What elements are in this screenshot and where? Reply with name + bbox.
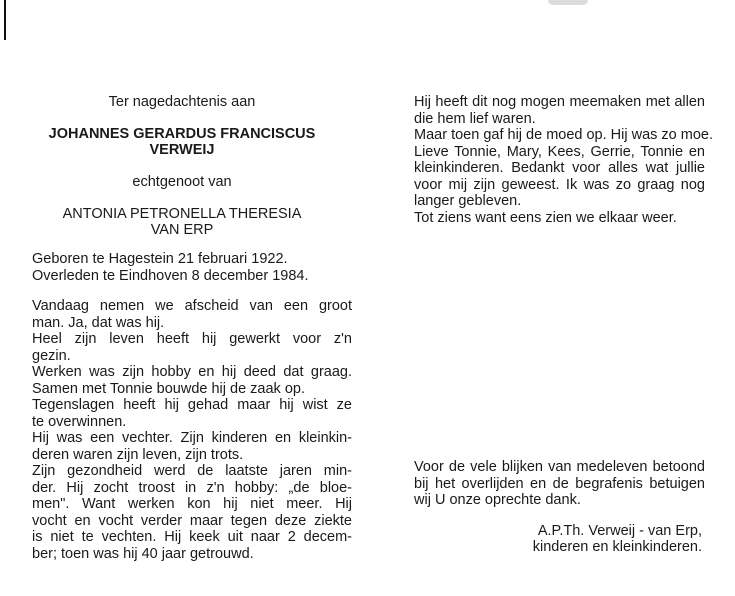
right-text-line: Hij heeft dit nog mogen meemaken met allen (414, 94, 705, 110)
left-text-line: Heel zijn leven heeft hij gewerkt voor z'n (32, 331, 352, 347)
thanks-block (414, 459, 705, 509)
left-text-line: vocht en vocht verder maar tegen deze ziekte (32, 512, 352, 529)
scan-smudge (548, 0, 588, 5)
right-text-line: Tot ziens want eens zien we elkaar weer. (414, 209, 677, 226)
left-text-line: ber; toen was hij 40 jaar getrouwd. (32, 545, 254, 562)
signature-line-1: A.P.Th. Verweij - van Erp, (537, 523, 702, 539)
left-text-line: Tegenslagen heeft hij gehad maar hij wist ze (32, 397, 352, 413)
left-text-line: Samen met Tonnie bouwde hij de zaak op. (32, 380, 305, 397)
right-text-line: Lieve Tonnie, Mary, Kees, Gerrie, Tonnie en (414, 143, 705, 160)
left-text-line: der. Hij zocht troost in z'n hobby: „de bloe- (32, 479, 352, 496)
intro-line: Ter nagedachtenis aan (108, 94, 256, 110)
right-text-line: langer gebleven. (414, 193, 522, 209)
left-text-line: man. Ja, dat was hij. (32, 314, 165, 331)
right-text-block (414, 94, 714, 226)
dates-block (32, 251, 332, 284)
signature-line-2: kinderen en kleinkinderen. (532, 539, 702, 555)
left-text-line: gezin. (32, 347, 71, 364)
left-text-line: Hij was een vechter. Zijn kinderen en kleinkin- (32, 430, 352, 446)
deceased-name-line-1: JOHANNES GERARDUS FRANCISCUS (48, 126, 316, 142)
right-text-line: Maar toen gaf hij de moed op. Hij was zo moe. (414, 127, 714, 143)
right-text-line: kleinkinderen. Bedankt voor alles wat jullie (414, 160, 705, 176)
thanks-line: bij het overlijden en de begrafenis betuigen (414, 475, 705, 492)
thanks-line: Voor de vele blijken van medeleven betoond (414, 459, 705, 475)
left-text-line: te overwinnen. (32, 413, 127, 430)
death-line: Overleden te Eindhoven 8 december 1984. (32, 267, 309, 284)
spouse-intro-line: echtgenoot van (132, 174, 232, 190)
left-text-line: Zijn gezondheid werd de laatste jaren min- (32, 463, 352, 479)
left-text-line: men". Want werken kon hij niet meer. Hij (32, 496, 352, 512)
left-text-line: Werken was zijn hobby en hij deed dat graag. (32, 364, 352, 380)
right-text-line: die hem lief waren. (414, 110, 536, 127)
scan-edge-mark (4, 0, 6, 40)
thanks-line: wij U onze oprechte dank. (414, 492, 581, 508)
birth-line: Geboren te Hagestein 21 februari 1922. (32, 251, 288, 267)
right-text-line: voor mij zijn geweest. Ik was zo graag nog (414, 176, 705, 193)
left-text-line: Vandaag nemen we afscheid van een groot (32, 298, 352, 314)
left-text-block (32, 298, 352, 562)
spouse-name-line-1: ANTONIA PETRONELLA THERESIA (62, 206, 302, 222)
left-text-line: deren waren zijn leven, zijn trots. (32, 446, 244, 463)
deceased-name-line-2: VERWEIJ (149, 142, 215, 158)
left-text-line: is niet te vechten. Hij keek uit naar 2 decem- (32, 529, 352, 545)
spouse-name-line-2: VAN ERP (150, 222, 214, 238)
